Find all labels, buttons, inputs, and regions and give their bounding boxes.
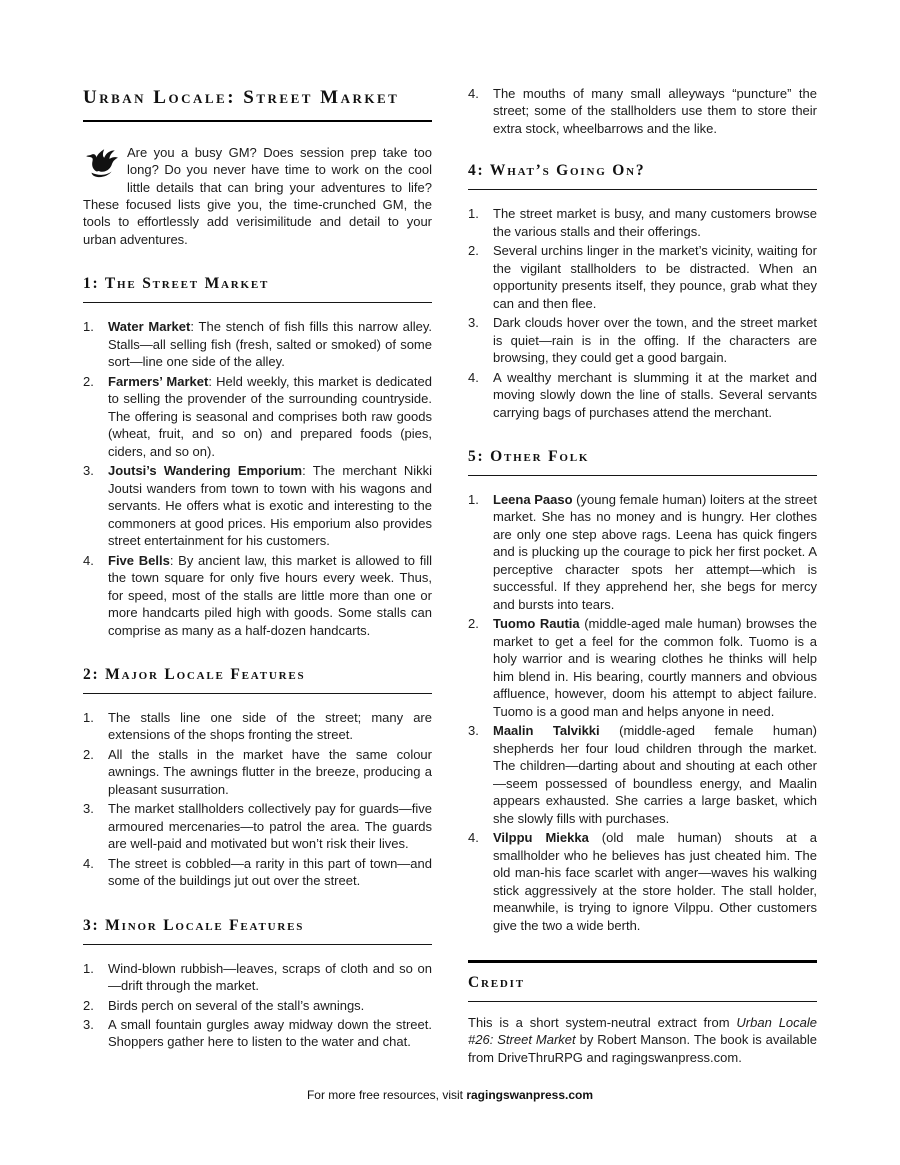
item-text: Several urchins linger in the market’s vicinity, waiting for the vigilant stallholders to be distracted. When an opportunity presents itself, they pounce, grab what they can and then flee.: [493, 243, 817, 311]
item-text: (old male human) shouts at a smallholder who he believes has just cheated him. The old man-his face scarlet with anger—waves his walking stick aggressively at the store holder. The stall holder, meanwhile, is trying to ignore Vilppu. Other customers give the two a wide berth.: [493, 830, 817, 933]
list-item: [83, 960, 432, 995]
item-text: The mouths of many small alleyways “puncture” the street; some of the stallholders use them to store their extra stock, wheelbarrows and the like.: [493, 86, 817, 136]
item-text: (young female human) loiters at the street market. She has no money and is hungry. Her clothes are only one step above rags. Leena has quick fingers and is plucking up the courage to pick her first pocket. A perceptive character spots her attempt—which is successful. If they apprehend her, she begs for mercy and bursts into tears.: [493, 491, 817, 612]
item-name-bold: Farmers’ Market: [108, 373, 209, 389]
section-heading-whats-going-on: 4: What’s Going On?: [468, 161, 817, 190]
footer-text: For more free resources, visit: [306, 1087, 467, 1102]
list-item: [83, 855, 432, 890]
page-title: Urban Locale: Street Market: [83, 85, 432, 122]
section-heading-other-folk: 5: Other Folk: [468, 447, 817, 476]
list-item: [468, 369, 817, 421]
item-name-bold: Tuomo Rautia: [493, 616, 580, 632]
item-text: : By ancient law, this market is allowed to fill the town square for only five hours every week. Thus, for speed, most of the stalls are little more than one or more handcarts piled high with goods. Some stalls can comprise as many as a half-dozen handcarts.: [108, 552, 432, 638]
section-heading-street-market: 1: The Street Market: [83, 274, 432, 303]
item-name-bold: Leena Paaso: [493, 491, 573, 507]
left-column: [83, 85, 432, 1066]
item-text: A wealthy merchant is slumming it at the market and moving slowly down the line of stalls. Several servants carrying bags of purchases attend the merchant.: [493, 369, 817, 420]
raging-swan-logo-icon: [83, 146, 119, 178]
footer-link[interactable]: ragingswanpress.com: [466, 1087, 594, 1102]
list-item: [83, 373, 432, 460]
list-item: [468, 85, 817, 137]
two-column-layout: [83, 85, 817, 1066]
item-text: Wind-blown rubbish—leaves, scraps of cloth and so on—drift through the market.: [108, 960, 432, 994]
credit-text-after: by Robert Manson. The book is available from DriveThruRPG and ragingswanpress.com.: [468, 1032, 817, 1065]
minor-features-list: [83, 960, 432, 1051]
list-item: [468, 829, 817, 934]
section-heading-minor-features: 3: Minor Locale Features: [83, 916, 432, 945]
item-text: Birds perch on several of the stall’s awnings.: [108, 997, 365, 1013]
list-item: [83, 997, 432, 1014]
item-name-bold: Maalin Talvikki: [493, 723, 600, 739]
item-name-bold: Water Market: [108, 319, 191, 335]
item-text: The stalls line one side of the street; many are extensions of the shops fronting the street.: [108, 709, 432, 743]
page-footer: [0, 1087, 900, 1103]
list-item: [468, 314, 817, 366]
list-item: [83, 1016, 432, 1051]
section-heading-credit: Credit: [468, 973, 817, 1002]
item-text: A small fountain gurgles away midway down the street. Shoppers gather here to listen to the water and chat.: [108, 1017, 432, 1050]
intro-text: Are you a busy GM? Does session prep take too long? Do you never have time to work on the cool little details that can bring your adventures to life? These focused lists give you, the time-crunched GM, the tools to effortlessly add verisimilitude and detail to your urban adventures.: [83, 144, 432, 247]
list-item: [83, 746, 432, 798]
whats-going-on-list: [468, 205, 817, 421]
item-text: The street market is busy, and many customers browse the various stalls and their offerings.: [493, 206, 817, 239]
credit-paragraph: [468, 1014, 817, 1066]
item-text: : Held weekly, this market is dedicated to selling the provender of the surrounding countryside. The offering is seasonal and comprises both raw goods (wheat, fruit, and so on) and prepared foods (pies, ciders, and so on).: [108, 373, 432, 459]
item-text: (middle-aged male human) browses the market to get a feel for the common folk. Tuomo is a holy warrior and is wearing clothes he thinks will help him blend in. His bearing, courtly manners and obvious affluence, however, doom his attempt to abject failure. Tuomo is a good man and helps anyone in need.: [493, 616, 817, 719]
list-item: [468, 205, 817, 240]
item-name-bold: Vilppu Miekka: [493, 830, 589, 846]
item-text: All the stalls in the market have the same colour awnings. The awnings flutter in the breeze, producing a pleasant susurration.: [108, 746, 432, 797]
item-text: Dark clouds hover over the town, and the street market is quiet—rain is in the offing. If the characters are browsing, they could get a good bargain.: [493, 315, 817, 366]
list-item: [468, 491, 817, 613]
item-name-bold: Joutsi’s Wandering Emporium: [108, 463, 303, 479]
minor-features-list-continued: [468, 85, 817, 137]
item-text: : The merchant Nikki Joutsi wanders from town to town with his wagons and servants. He offers what is exotic and interesting to the commoners at good prices. His emporium also provides street entertainment for his customers.: [108, 463, 432, 549]
section-heading-major-features: 2: Major Locale Features: [83, 665, 432, 694]
street-market-list: [83, 318, 432, 639]
list-item: [83, 709, 432, 744]
right-column: [468, 85, 817, 1066]
divider: [468, 960, 817, 963]
credit-book-title: Urban Locale #26: Street Market: [468, 1014, 818, 1048]
intro-paragraph: [83, 144, 432, 249]
list-item: [83, 462, 432, 549]
credit-text-before: This is a short system-neutral extract from: [468, 1014, 737, 1030]
list-item: [468, 615, 817, 720]
item-text: (middle-aged female human) shepherds her four loud children through the market. The children—darting about and shouting at each other—seem possessed of boundless energy, and Maalin appears exhausted. She carries a large basket, which she slowly fills with purchases.: [493, 723, 818, 826]
item-text: The street is cobbled—a rarity in this part of town—and some of the buildings jut out over the street.: [108, 855, 432, 889]
credit-section: [468, 960, 817, 1066]
list-item: [468, 242, 817, 312]
list-item: [83, 552, 432, 639]
list-item: [83, 318, 432, 370]
list-item: [468, 722, 817, 827]
item-text: The market stallholders collectively pay for guards—five armoured mercenaries—to patrol the area. The guards are well-paid and motivated but won’t risk their lives.: [108, 801, 432, 852]
list-item: [83, 800, 432, 852]
other-folk-list: [468, 491, 817, 934]
item-name-bold: Five Bells: [108, 552, 170, 568]
item-text: : The stench of fish fills this narrow alley. Stalls—all selling fish (fresh, salted or smoked) of some sort—line one side of the alley.: [108, 319, 433, 370]
major-features-list: [83, 709, 432, 890]
